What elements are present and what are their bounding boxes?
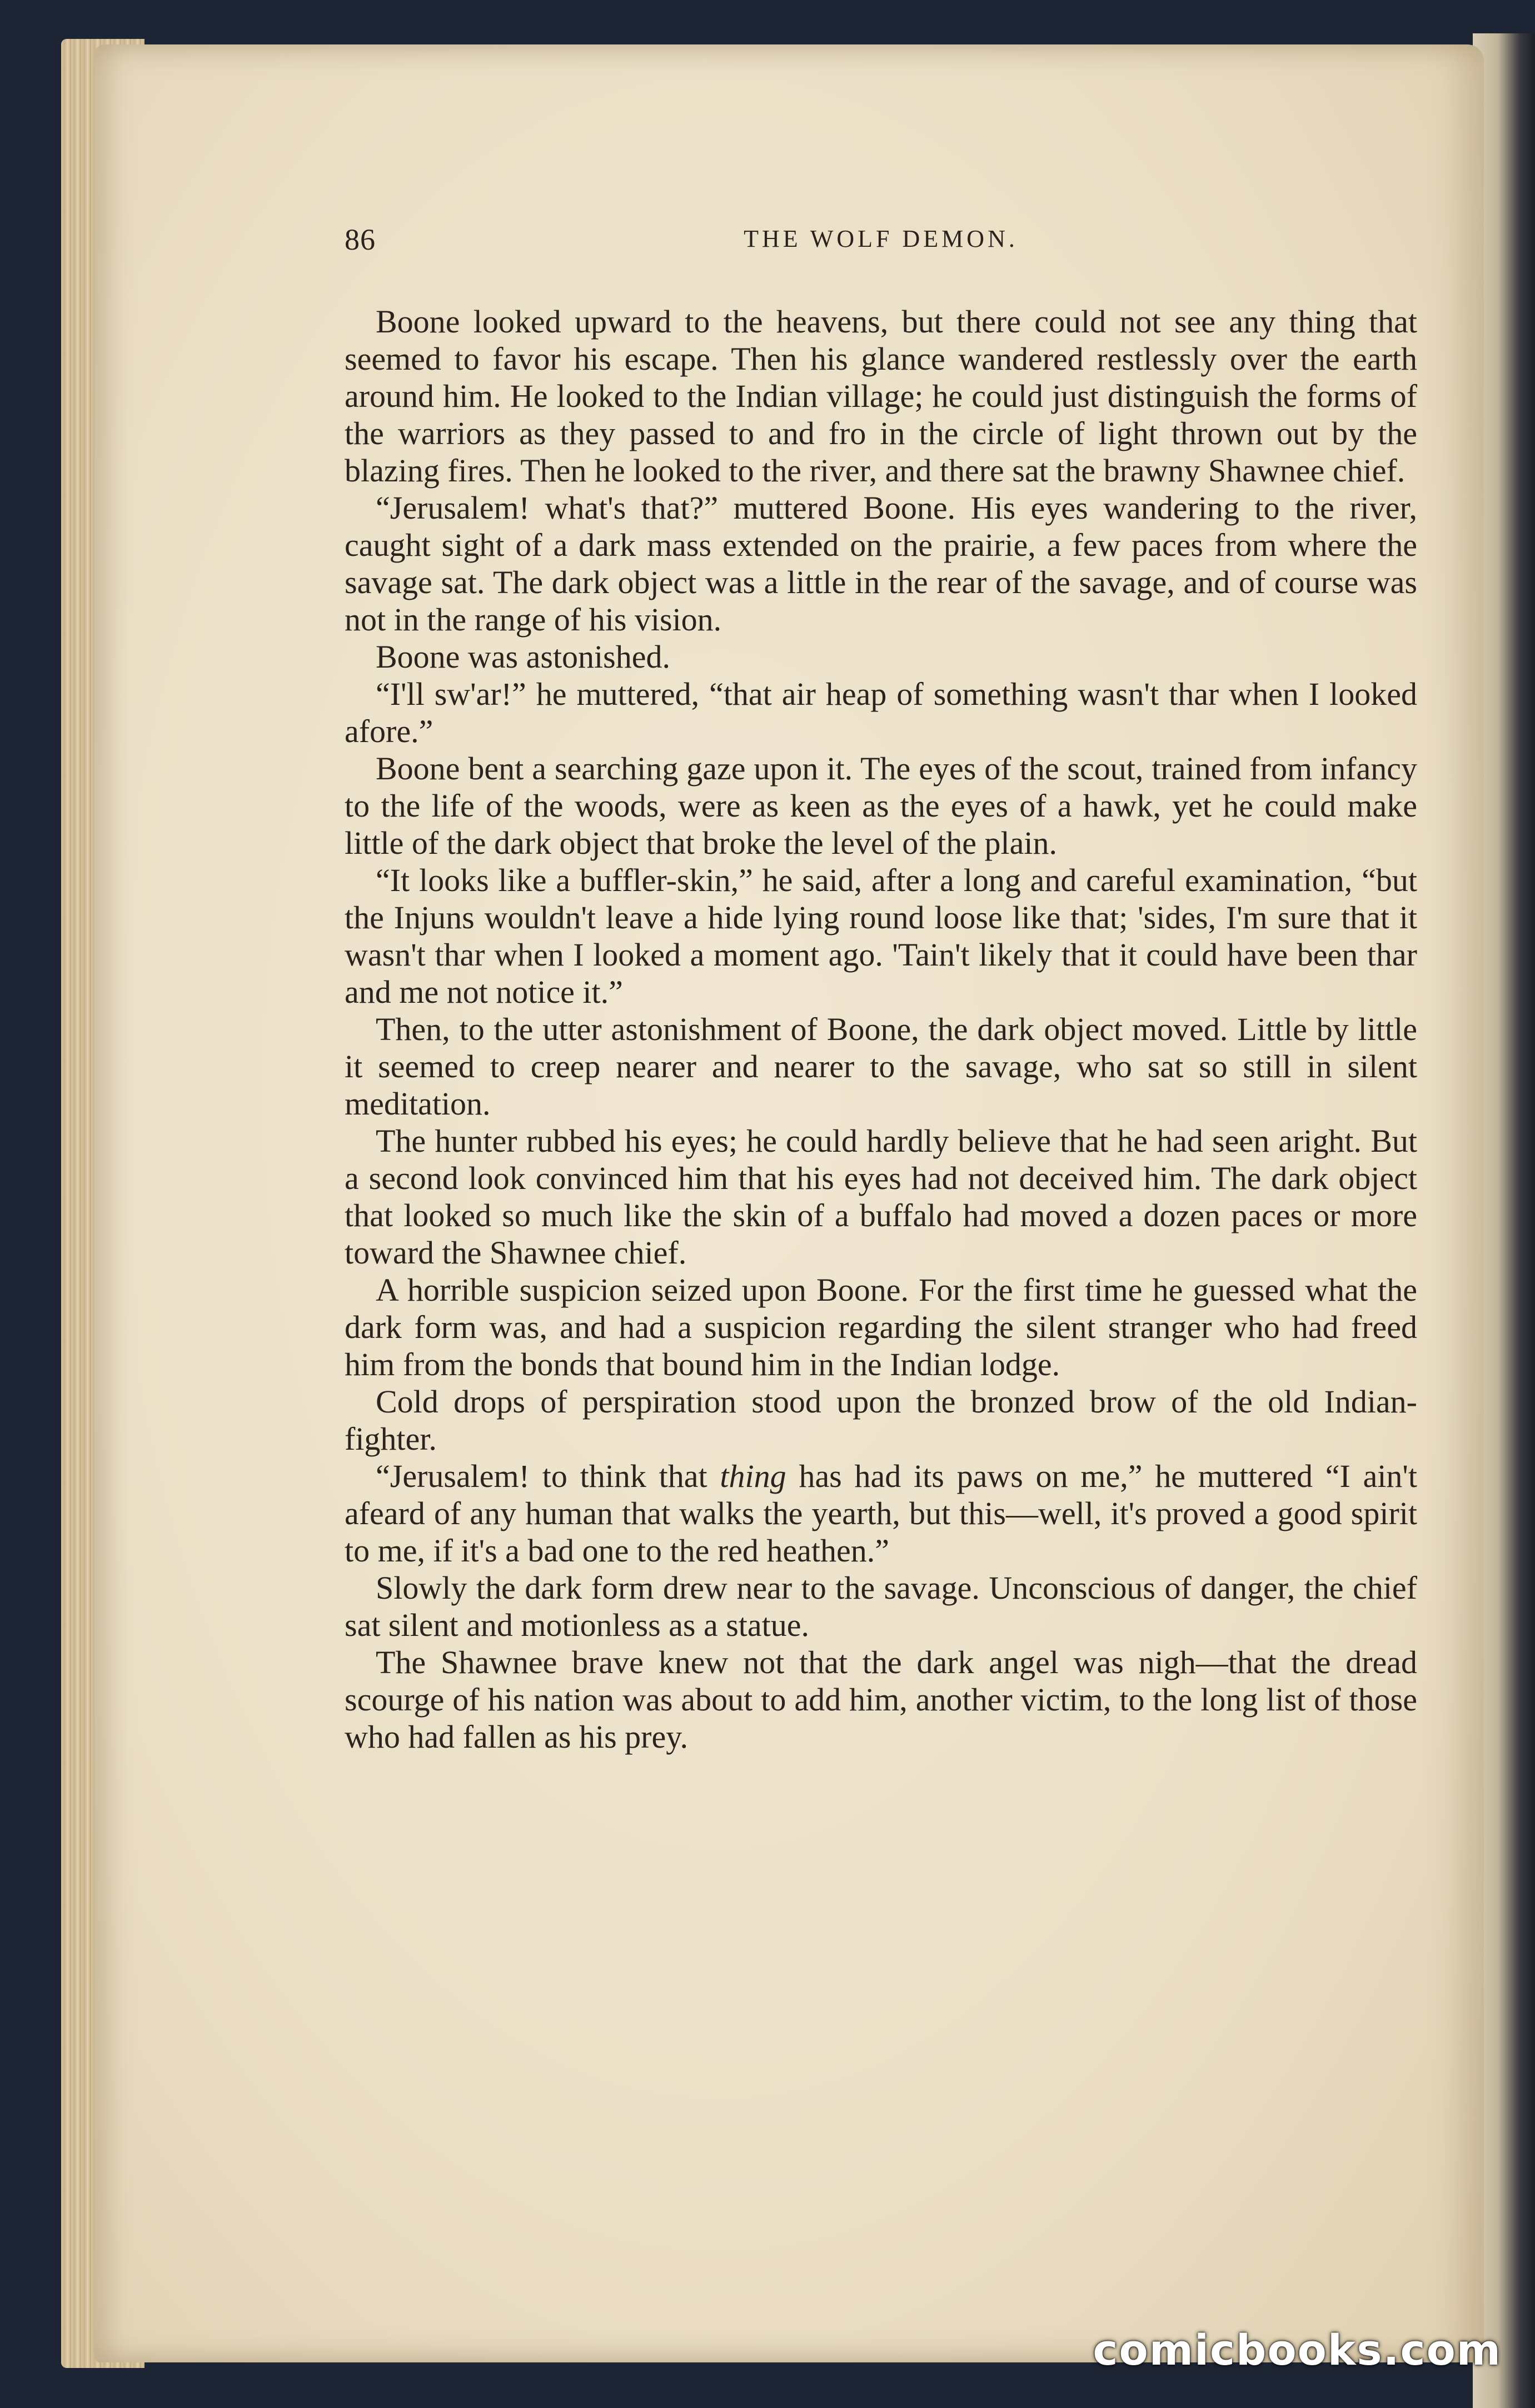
paragraph: “It looks like a buffler-skin,” he said, after a long and careful examination, “but the Injuns wouldn't leave a hide lying round loose like that; 'sides, I'm sure that it wasn't thar when I looked a moment ago. 'Tain't likely that it could have been thar and me not notice it.”: [345, 862, 1417, 1010]
paragraph: Boone bent a searching gaze upon it. The eyes of the scout, trained from infancy to the life of the woods, were as keen as the eyes of a hawk, yet he could make little of the dark object that broke the level of the plain.: [345, 750, 1417, 861]
paragraph: Then, to the utter astonishment of Boone, the dark object moved. Little by little it seemed to creep nearer and nearer to the savage, who sat so still in silent meditation.: [345, 1011, 1417, 1122]
text-run: “Jerusalem! to think that: [376, 1458, 720, 1494]
paragraph-thing: [345, 1457, 1417, 1569]
running-head: THE WOLF DEMON.: [744, 225, 1018, 252]
paragraph: “Jerusalem! what's that?” muttered Boone. His eyes wandering to the river, caught sight of a dark mass extended on the prairie, a few paces from where the savage sat. The dark object was a little in the rear of the savage, and of course was not in the range of his vision.: [345, 490, 1417, 638]
text-run: has had its paws on me,” he muttered “I ain't afeard of any human that walks the yearth, but this—well, it's proved a good spirit to me, if it's a bad one to the red heathen.”: [345, 1458, 1417, 1569]
paragraph: Boone looked upward to the heavens, but there could not see any thing that seemed to favor his escape. Then his glance wandered restlessly over the earth around him. He looked to the Indian village; he could just distinguish the forms of the warriors as they passed to and fro in the circle of light thrown out by the blazing fires. Then he looked to the river, and there sat the brawny Shawnee chief.: [345, 304, 1417, 489]
paragraph: Cold drops of perspiration stood upon the bronzed brow of the old Indian-fighter.: [345, 1384, 1417, 1457]
paragraph: “I'll sw'ar!” he muttered, “that air heap of something wasn't thar when I looked afore.”: [345, 676, 1417, 749]
watermark-logo: comicbooks.com: [1093, 2325, 1502, 2375]
italic-word: thing: [720, 1458, 786, 1494]
body-text: [345, 303, 1417, 2160]
paragraph: The Shawnee brave knew not that the dark angel was nigh—that the dread scourge of his nation was about to add him, another victim, to the long list of those who had fallen as his prey.: [345, 1644, 1417, 1755]
paragraph: Boone was astonished.: [376, 639, 670, 675]
paragraph: A horrible suspicion seized upon Boone. For the first time he guessed what the dark form was, and had a suspicion regarding the silent stranger who had freed him from the bonds that bound him in the Indian lodge.: [345, 1272, 1417, 1382]
page-number: 86: [345, 223, 376, 256]
paragraph: The hunter rubbed his eyes; he could hardly believe that he had seen aright. But a second look convinced him that his eyes had not deceived him. The dark object that looked so much like the skin of a buffalo had moved a dozen paces or more toward the Shawnee chief.: [345, 1123, 1417, 1271]
page-header: [345, 222, 1417, 272]
paragraph: Slowly the dark form drew near to the savage. Unconscious of danger, the chief sat silent and motionless as a statue.: [345, 1570, 1417, 1643]
